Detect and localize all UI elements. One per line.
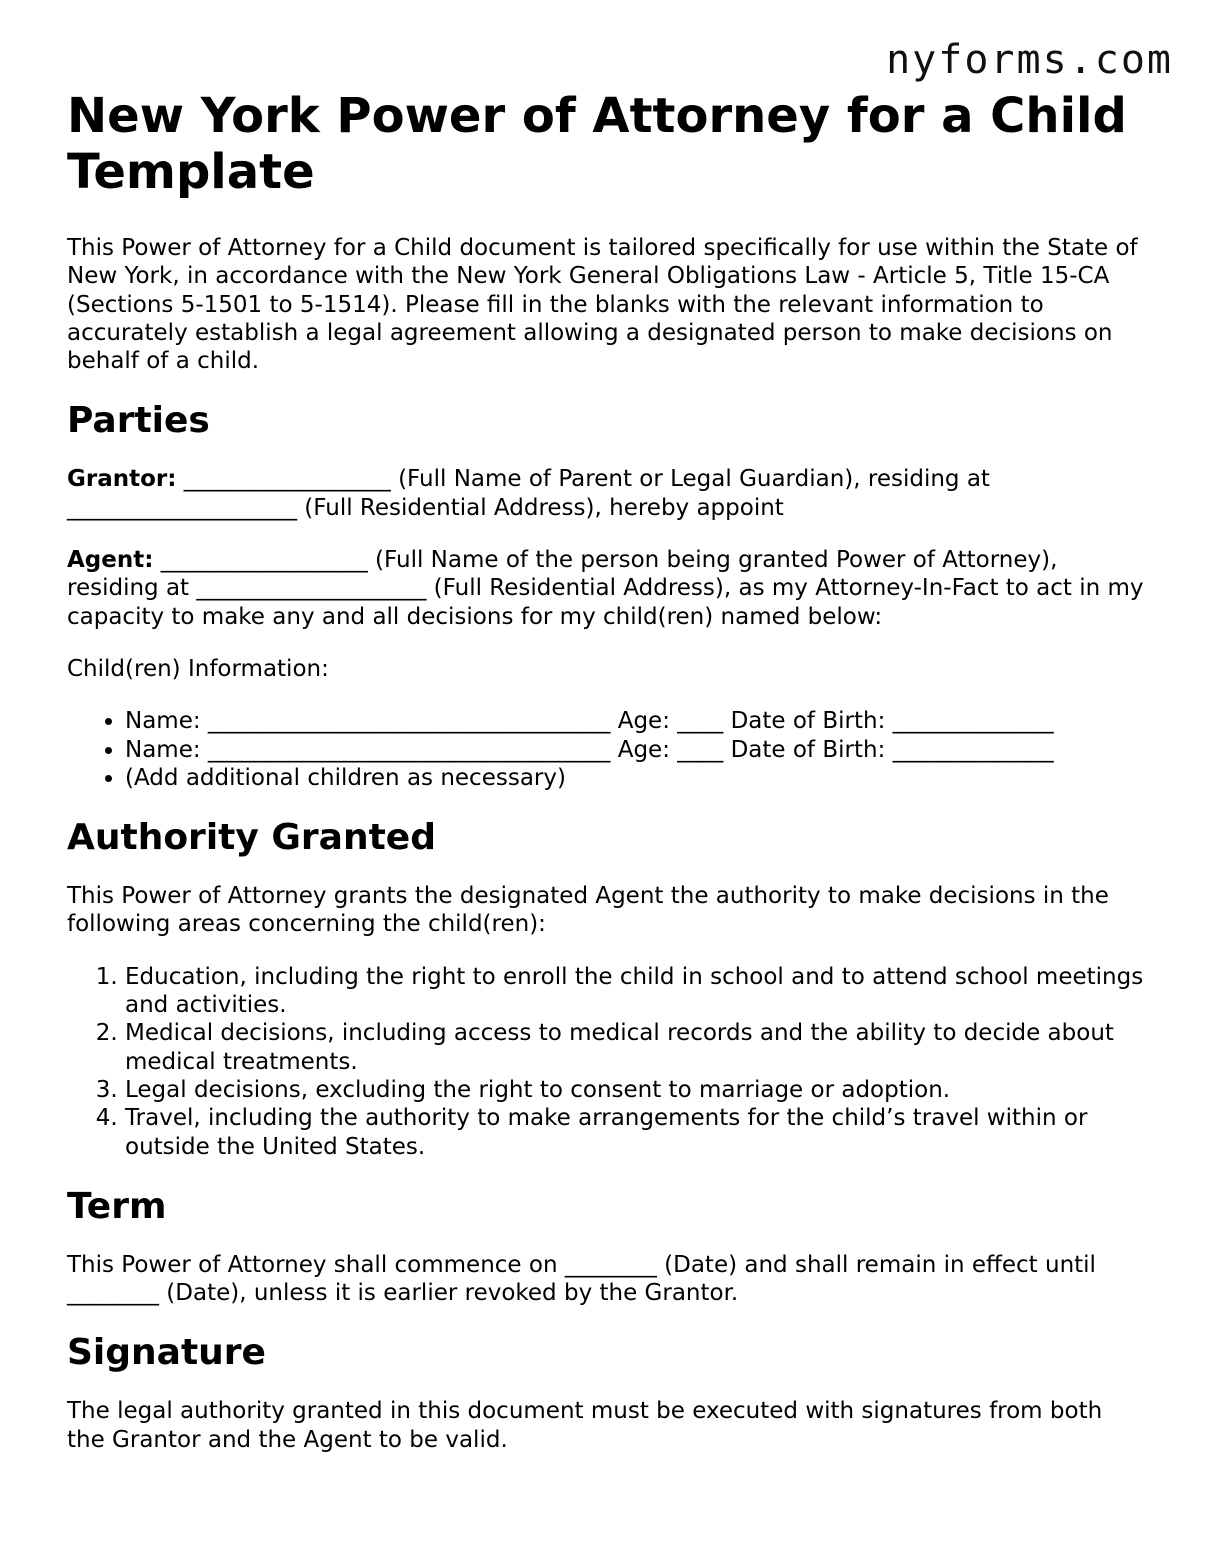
authority-list: [67, 963, 1147, 1161]
authority-heading: Authority Granted: [67, 817, 436, 859]
authority-item-medical: 2. Medical decisions, including access to medical records and the ability to decide about medical treatments.: [125, 1019, 1147, 1076]
authority-item-legal: 3. Legal decisions, excluding the right to consent to marriage or adoption.: [125, 1076, 1147, 1104]
child-item-1: • Name: ___________________________________ Age: ____ Date of Birth: ______________: [125, 707, 1147, 735]
child-item-note: • (Add additional children as necessary): [125, 764, 1147, 792]
signature-heading: Signature: [67, 1332, 266, 1374]
term-paragraph: This Power of Attorney shall commence on ________ (Date) and shall remain in effect until ________ (Date), unless it is earlier revoked by the Grantor.: [67, 1251, 1096, 1307]
document-title: New York Power of Attorney for a Child Template: [67, 88, 1127, 200]
agent-label: Agent:: [67, 547, 154, 574]
authority-intro: This Power of Attorney grants the designated Agent the authority to make decisions in the following areas concerning the child(ren):: [67, 883, 1109, 938]
children-label: Child(ren) Information:: [67, 655, 329, 682]
child-item-2: • Name: ___________________________________ Age: ____ Date of Birth: ______________: [125, 736, 1147, 764]
grantor-label: Grantor:: [67, 466, 177, 493]
signature-paragraph: The legal authority granted in this document must be executed with signatures from both the Grantor and the Agent to be valid.: [67, 1398, 1103, 1453]
grantor-text: __________________ (Full Name of Parent or Legal Guardian), residing at ____________________ (Full Residential Address), hereby appoint: [67, 466, 990, 521]
site-watermark: nyforms.com: [886, 37, 1173, 83]
agent-paragraph: [67, 546, 1147, 631]
children-list: [67, 707, 1147, 792]
authority-item-travel: 4. Travel, including the authority to make arrangements for the child’s travel within or outside the United States.: [125, 1104, 1147, 1161]
parties-heading: Parties: [67, 400, 210, 442]
grantor-paragraph: [67, 465, 1147, 522]
document-body: [67, 88, 1147, 1478]
term-heading: Term: [67, 1185, 167, 1227]
authority-item-education: 1. Education, including the right to enroll the child in school and to attend school meetings and activities.: [125, 963, 1147, 1020]
agent-text: __________________ (Full Name of the person being granted Power of Attorney), residing at ____________________ (Full Residential Address), as my Attorney-In-Fact to act in my capacity to make any and all decisions for my child(ren) named below:: [67, 547, 1144, 630]
intro-paragraph: This Power of Attorney for a Child document is tailored specifically for use within the State of New York, in accordance with the New York General Obligations Law - Article 5, Title 15-CA (Sections 5-1501 to 5-1514). Please fill in the blanks with the relevant information to accurately establish a legal agreement allowing a designated person to make decisions on behalf of a child.: [67, 235, 1138, 375]
